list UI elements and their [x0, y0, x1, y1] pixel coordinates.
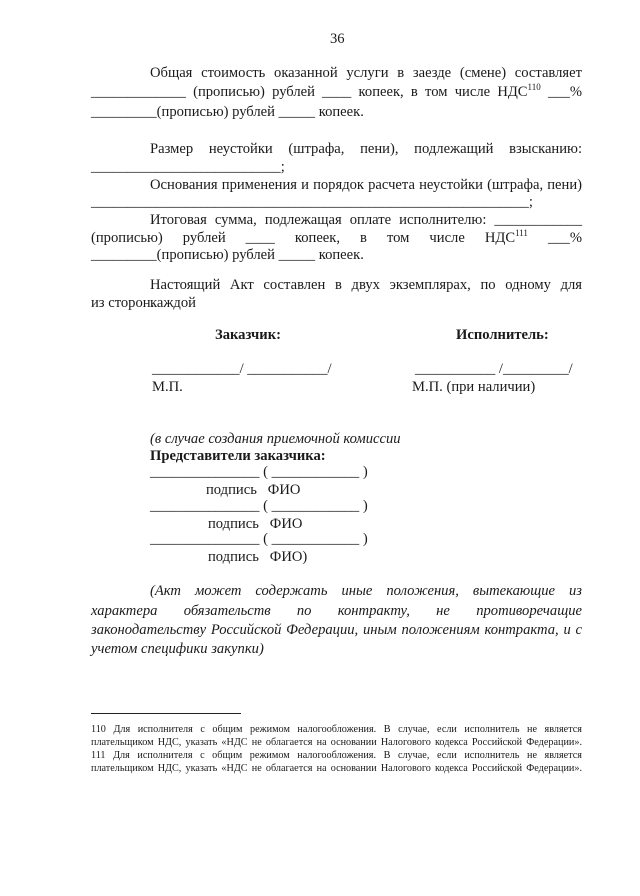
footnote-ref-111[interactable]: 111: [515, 228, 528, 238]
act-note-line-1: (Акт может содержать иные положения, вытекающие из: [150, 583, 582, 599]
commission-row-2-caption: подпись ФИО: [208, 516, 303, 532]
customer-heading: Заказчик:: [215, 327, 281, 343]
commission-note: (в случае создания приемочной комиссии: [150, 431, 401, 447]
commission-row-3-caption: подпись ФИО): [208, 549, 308, 565]
footnote-110-line-2: плательщиком НДС, указать «НДС не облагается на основании Налогового кодекса Российской Федерации».: [91, 737, 582, 748]
customer-signature-line: ____________/ ___________/: [152, 361, 332, 377]
copies-line-1: Настоящий Акт составлен в двух экземплярах, по одному для каждой: [150, 277, 582, 311]
footnote-separator: [91, 713, 241, 714]
cost-line-2-text: _____________ (прописью) рублей ____ копеек, в том числе НДС: [91, 84, 528, 100]
customer-stamp-label: М.П.: [152, 379, 183, 395]
total-line-3: _________(прописью) рублей _____ копеек.: [91, 247, 364, 263]
cost-line-1: Общая стоимость оказанной услуги в заезде (смене) составляет: [150, 65, 582, 81]
commission-row-1-line: _______________ ( ____________ ): [150, 464, 368, 480]
footnote-110-line-1: 110 Для исполнителя с общим режимом налогообложения. В случае, если исполнитель не является: [91, 724, 582, 735]
act-note-line-3: законодательству Российской Федерации, иным положениям контракта, и с: [91, 622, 582, 638]
page-number: 36: [330, 31, 345, 47]
total-line-2-vat: ___%: [527, 230, 582, 246]
commission-heading: Представители заказчика:: [150, 448, 326, 464]
penalty-line-3: Основания применения и порядок расчета неустойки (штрафа, пени): [150, 177, 582, 193]
penalty-line-4: ____________________________________________________________;: [91, 194, 533, 210]
penalty-line-2: __________________________;: [91, 159, 285, 175]
cost-line-2-vat: ___%: [540, 84, 582, 100]
commission-row-3-line: _______________ ( ____________ ): [150, 531, 368, 547]
footnote-111-line-2: плательщиком НДС, указать «НДС не облагается на основании Налогового кодекса Российской Федерации».: [91, 763, 582, 774]
commission-row-1-caption: подпись ФИО: [206, 482, 301, 498]
executor-heading: Исполнитель:: [456, 327, 549, 343]
executor-signature-line: ___________ /_________/: [415, 361, 573, 377]
act-note-line-2: характера обязательств по контракту, не противоречащие: [91, 603, 582, 619]
cost-line-2: [91, 83, 582, 101]
act-note-line-4: учетом специфики закупки): [91, 641, 264, 657]
total-line-1: Итоговая сумма, подлежащая оплате исполнителю: ____________: [150, 212, 582, 228]
footnote-111-line-1: 111 Для исполнителя с общим режимом налогообложения. В случае, если исполнитель не является: [91, 750, 582, 761]
penalty-line-1: Размер неустойки (штрафа, пени), подлежащий взысканию:: [150, 141, 582, 157]
executor-stamp-label: М.П. (при наличии): [412, 379, 536, 395]
footnote-ref-110[interactable]: 110: [527, 82, 541, 92]
commission-row-2-line: _______________ ( ____________ ): [150, 498, 368, 514]
cost-line-3: _________(прописью) рублей _____ копеек.: [91, 104, 364, 120]
total-line-2-text: (прописью) рублей ____ копеек, в том числе НДС: [91, 230, 516, 246]
copies-line-2: из сторон.: [91, 295, 155, 311]
total-line-2: [91, 229, 582, 247]
